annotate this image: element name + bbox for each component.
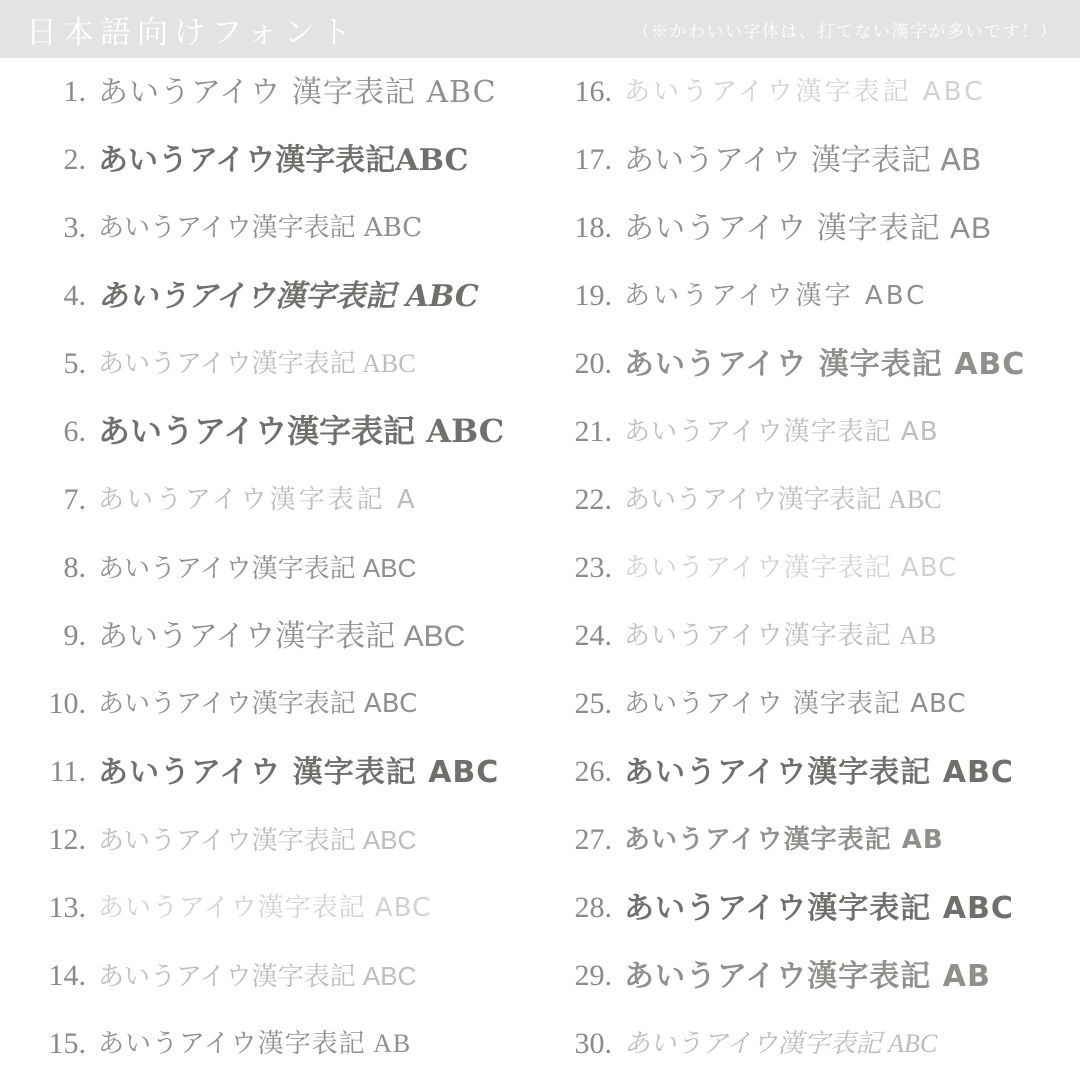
sample-text: あいうアイウ漢字表記 ABC bbox=[624, 552, 958, 583]
sample-text: あいうアイウ漢字 ABC bbox=[624, 280, 928, 311]
sample-text: あいうアイウ漢字表記 ABC bbox=[98, 688, 418, 719]
sample-text: あいうアイウ漢字表記 ABC bbox=[624, 484, 942, 514]
font-sample-row bbox=[0, 806, 540, 874]
sample-number: 19. bbox=[574, 279, 612, 312]
font-sample-row bbox=[0, 534, 540, 602]
sample-text: あいうアイウ 漢字表記 ABC bbox=[624, 688, 967, 719]
header-note: （※かわいい字体は、打てない漢字が多いです！） bbox=[632, 21, 1058, 41]
sample-number: 1. bbox=[63, 75, 86, 108]
sample-number: 20. bbox=[574, 347, 612, 380]
sample-text: あいうアイウ漢字表記 AB bbox=[98, 1028, 412, 1058]
sample-number: 10. bbox=[48, 687, 86, 720]
font-sample-row bbox=[540, 194, 1080, 262]
font-sample-row bbox=[0, 262, 540, 330]
sample-text: あいうアイウ漢字表記 ABC bbox=[624, 890, 1014, 926]
font-sample-row bbox=[0, 942, 540, 1010]
sample-number: 16. bbox=[574, 75, 612, 108]
sample-number: 21. bbox=[574, 415, 612, 448]
sample-text: あいうアイウ漢字表記 AB bbox=[624, 958, 991, 994]
sample-text: あいうアイウ漢字表記 ABC bbox=[98, 348, 416, 378]
sample-number: 26. bbox=[574, 755, 612, 788]
sample-number: 11. bbox=[49, 755, 86, 788]
sample-number: 3. bbox=[63, 211, 86, 244]
sample-text: あいうアイウ漢字表記 AB bbox=[624, 416, 939, 447]
font-sample-row bbox=[540, 670, 1080, 738]
sample-number: 30. bbox=[574, 1027, 612, 1060]
sample-text: あいうアイウ漢字表記 ABC bbox=[98, 892, 432, 923]
font-sample-row bbox=[540, 262, 1080, 330]
header-bar bbox=[0, 0, 1080, 58]
page-title: 日本語向けフォント bbox=[26, 14, 358, 50]
sample-text: あいうアイウ 漢字表記 ABC bbox=[98, 754, 500, 790]
font-sample-row bbox=[0, 398, 540, 466]
font-sample-row bbox=[540, 398, 1080, 466]
sample-text: あいうアイウ漢字表記 ABC bbox=[98, 619, 466, 653]
sample-text: あいうアイウ漢字表記 ABC bbox=[624, 1028, 938, 1058]
sample-number: 7. bbox=[63, 483, 86, 516]
font-sample-row bbox=[0, 670, 540, 738]
sample-text: あいうアイウ漢字表記ABC bbox=[98, 142, 469, 178]
font-sample-row bbox=[0, 1010, 540, 1078]
sample-number: 2. bbox=[63, 143, 86, 176]
font-sample-row bbox=[0, 602, 540, 670]
sample-text: あいうアイウ 漢字表記 AB bbox=[624, 142, 982, 178]
font-sample-row bbox=[540, 942, 1080, 1010]
font-sample-row bbox=[540, 806, 1080, 874]
font-sample-row bbox=[0, 738, 540, 806]
sample-number: 5. bbox=[63, 347, 86, 380]
font-sample-row bbox=[0, 874, 540, 942]
sample-number: 17. bbox=[574, 143, 612, 176]
sample-text: あいうアイウ漢字表記 ABC bbox=[624, 754, 1014, 790]
sample-text: あいうアイウ漢字表記 ABC bbox=[98, 960, 417, 991]
sample-number: 29. bbox=[574, 959, 612, 992]
sample-number: 15. bbox=[48, 1027, 86, 1060]
sample-number: 27. bbox=[574, 823, 612, 856]
sample-text: あいうアイウ漢字表記 ABC bbox=[98, 552, 417, 583]
font-sample-row bbox=[0, 58, 540, 126]
font-sample-row bbox=[0, 126, 540, 194]
sample-number: 12. bbox=[48, 823, 86, 856]
sample-text: あいうアイウ漢字表記 AB bbox=[624, 824, 944, 855]
font-sample-row bbox=[540, 602, 1080, 670]
sample-number: 18. bbox=[574, 211, 612, 244]
sample-text: あいうアイウ 漢字表記 AB bbox=[624, 211, 992, 245]
font-sample-row bbox=[540, 534, 1080, 602]
sample-text: あいうアイウ漢字表記 ABC bbox=[98, 412, 505, 451]
font-sample-grid bbox=[0, 58, 1080, 1080]
font-sample-row bbox=[540, 466, 1080, 534]
sample-number: 24. bbox=[574, 619, 612, 652]
sample-text: あいうアイウ 漢字表記 ABC bbox=[624, 346, 1026, 382]
font-sample-row bbox=[540, 126, 1080, 194]
font-sample-row bbox=[540, 1010, 1080, 1078]
sample-number: 22. bbox=[574, 483, 612, 516]
font-sample-row bbox=[540, 330, 1080, 398]
sample-number: 13. bbox=[48, 891, 86, 924]
sample-number: 25. bbox=[574, 687, 612, 720]
sample-number: 6. bbox=[63, 415, 86, 448]
font-sample-row bbox=[0, 194, 540, 262]
font-sample-row bbox=[0, 330, 540, 398]
font-sample-row bbox=[540, 738, 1080, 806]
sample-number: 28. bbox=[574, 891, 612, 924]
sample-text: あいうアイウ漢字表記 ABC bbox=[98, 824, 417, 855]
font-sample-row bbox=[540, 58, 1080, 126]
sample-number: 23. bbox=[574, 551, 612, 584]
sample-text: あいうアイウ漢字表記 ABC bbox=[624, 76, 986, 107]
sample-number: 9. bbox=[63, 619, 86, 652]
sample-number: 14. bbox=[48, 959, 86, 992]
sample-text: あいうアイウ 漢字表記 ABC bbox=[98, 74, 497, 110]
sample-number: 8. bbox=[63, 551, 86, 584]
sample-text: あいうアイウ漢字表記 ABC bbox=[98, 212, 423, 243]
font-sample-row bbox=[540, 874, 1080, 942]
font-sample-row bbox=[0, 466, 540, 534]
sample-text: あいうアイウ漢字表記 A bbox=[98, 484, 418, 515]
sample-number: 4. bbox=[63, 279, 86, 312]
sample-text: あいうアイウ漢字表記 AB bbox=[624, 620, 938, 650]
sample-text: あいうアイウ漢字表記 ABC bbox=[98, 278, 479, 314]
